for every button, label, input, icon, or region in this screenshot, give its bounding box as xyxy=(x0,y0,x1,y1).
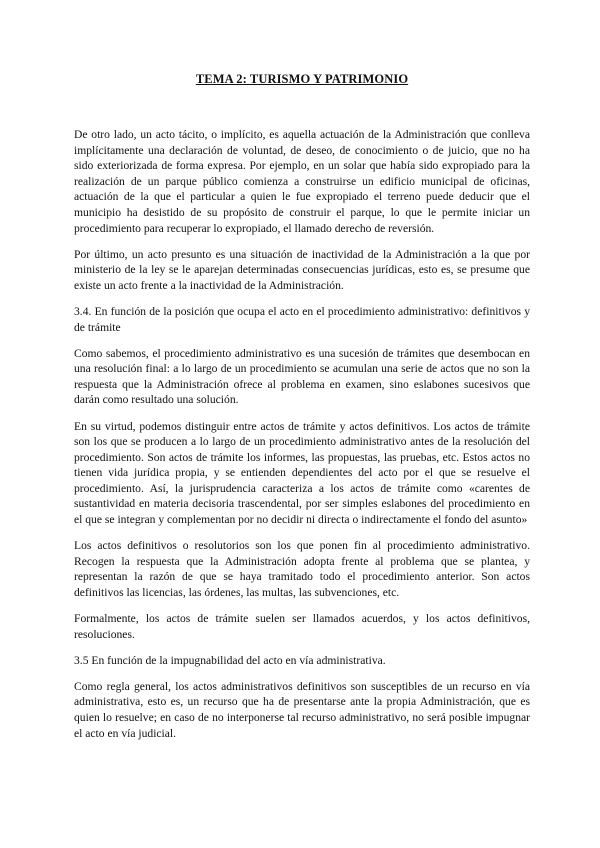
paragraph-actos-definitivos: Los actos definitivos o resolutorios son los que ponen fin al procedimiento administrativo. Recogen la respuesta que la Administración adopta frente al problema que se plantea, y representan la razón de que se haya tramitado todo el procedimiento anterior. Son actos definitivos las licencias, las órdenes, las multas, las subvenciones, etc. xyxy=(74,539,530,599)
section-heading-3-5: 3.5 En función de la impugnabilidad del acto en vía administrativa. xyxy=(74,653,386,667)
paragraph-formalmente: Formalmente, los actos de trámite suelen ser llamados acuerdos, y los actos definitivos, resoluciones. xyxy=(74,612,530,641)
section-heading-3-4: 3.4. En función de la posición que ocupa el acto en el procedimiento administrativo: definitivos y de trámite xyxy=(74,304,530,334)
paragraph-procedimiento: Como sabemos, el procedimiento administrativo es una sucesión de trámites que desembocan en una resolución final: a lo largo de un procedimiento se acumulan una serie de actos que no son la respuesta que la Administración ofrece al problema en examen, sino eslabones sucesivos que darán como resultado una solución. xyxy=(74,346,530,407)
document-page xyxy=(74,72,530,752)
paragraph-acto-presunto: Por último, un acto presunto es una situación de inactividad de la Administración a la que por ministerio de la ley se le aparejan determinadas consecuencias jurídicas, esto es, se presume que existe un acto frente a la inactividad de la Administración. xyxy=(74,247,530,292)
page-title: TEMA 2: TURISMO Y PATRIMONIO xyxy=(195,72,409,86)
paragraph-actos-tramite: En su virtud, podemos distinguir entre actos de trámite y actos definitivos. Los actos de trámite son los que se producen a lo largo de un procedimiento administrativo antes de la resolución del procedimiento. Son actos de trámite los informes, las propuestas, las pruebas, etc. Estos actos no tienen vida jurídica propia, y se entienden dependientes del acto por el que se resuelve el procedimiento. Así, la jurisprudencia caracteriza a los actos de trámite como «carentes de sustantividad en materia decisoria trascendental, por ser simples eslabones del procedimiento en el que se integran y complementan por no decidir ni directa o indirectamente el fondo del asunto» xyxy=(74,419,530,527)
paragraph-regla-general: Como regla general, los actos administrativos definitivos son susceptibles de un recurso en vía administrativa, esto es, un recurso que ha de presentarse ante la propia Administración, que es quien lo resuelve; en caso de no interponerse tal recurso administrativo, no será posible impugnar el acto en vía judicial. xyxy=(74,679,530,740)
paragraph-acto-tacito: De otro lado, un acto tácito, o implícito, es aquella actuación de la Administración que conlleva implícitamente una declaración de voluntad, de deseo, de conocimiento o de juicio, que no ha sido exteriorizada de forma expresa. Por ejemplo, en un solar que había sido expropiado para la realización de un parque público comienza a construirse un edificio municipal de oficinas, actuación de la que el particular a quien le fue expropiado el terreno puede deducir que el municipio ha desistido de su propósito de construir el parque, lo que le permite iniciar un procedimiento para recuperar lo expropiado, el llamado derecho de reversión. xyxy=(74,128,530,235)
